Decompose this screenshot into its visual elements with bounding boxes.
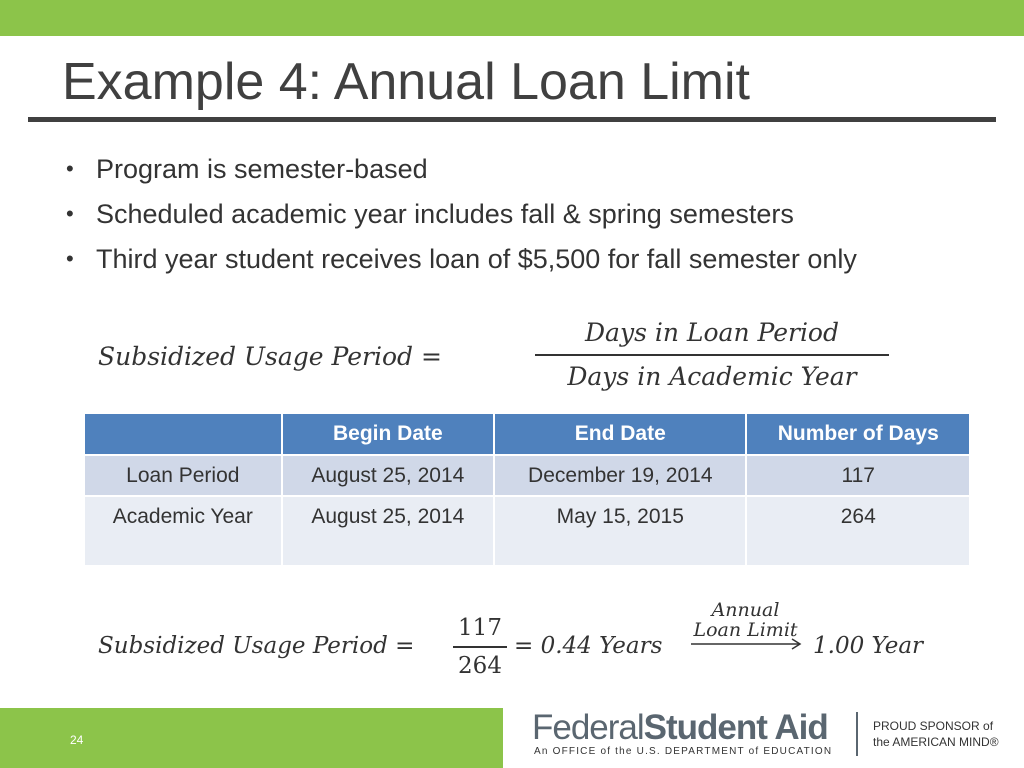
table-cell: 117 [746,455,970,496]
table-header-cell: End Date [494,413,746,455]
table-cell: Academic Year [84,496,282,566]
bullet-text: Program is semester-based [96,154,428,184]
table-cell: Loan Period [84,455,282,496]
sponsor-line: the AMERICAN MIND® [873,735,999,749]
formula-fraction [535,315,889,395]
top-accent-bar [0,0,1024,36]
arrow-label [688,600,803,640]
title-underline [28,117,996,122]
table-header-cell: Begin Date [282,413,494,455]
page-number: 24 [70,733,84,747]
bullet-list [66,152,946,287]
date-table [83,412,971,567]
table-cell: August 25, 2014 [282,496,494,566]
formula-denominator: Days in Academic Year [567,362,857,391]
table-header-cell [84,413,282,455]
formula-lhs: Subsidized Usage Period = [98,342,442,371]
bullet-text: Third year student receives loan of $5,500 for fall semester only [96,244,857,274]
calc-numerator: 117 [458,615,502,641]
bullet-dot-icon: • [66,246,74,271]
calc-denominator: 264 [458,653,502,679]
calc-result-years: = 0.44 Years [514,633,663,659]
calc-fraction [453,612,507,682]
sponsor-line: PROUD SPONSOR of [873,719,994,733]
bullet-item [66,197,946,231]
calc-lhs: Subsidized Usage Period = [98,633,415,659]
bullet-item [66,152,946,186]
bullet-dot-icon: • [66,156,74,181]
logo-text-federal: Federal [532,708,644,747]
formula-numerator: Days in Loan Period [585,318,839,347]
table-header-cell: Number of Days [746,413,970,455]
bullet-item [66,242,946,276]
table-row [84,455,970,496]
logo-divider [856,712,858,756]
logo-text-student-aid: Student Aid [643,708,828,747]
bullet-text: Scheduled academic year includes fall & spring semesters [96,199,794,229]
table-cell: August 25, 2014 [282,455,494,496]
logo-subtitle: An OFFICE of the U.S. DEPARTMENT of EDUCATION [534,746,833,757]
table-row [84,496,970,566]
sponsor-tagline [873,718,999,750]
slide-title: Example 4: Annual Loan Limit [62,53,750,111]
right-arrow-icon [691,638,803,650]
table-cell: December 19, 2014 [494,455,746,496]
logo-wordmark [532,708,828,748]
fraction-bar [535,354,889,356]
table-cell: May 15, 2015 [494,496,746,566]
bullet-dot-icon: • [66,201,74,226]
calc-final-result: 1.00 Year [813,633,924,659]
usage-period-calculation [98,600,938,690]
fraction-bar [453,646,507,648]
arrow-label-line: Annual [711,599,780,621]
table-cell: 264 [746,496,970,566]
table-header-row [84,413,970,455]
arrow-label-line: Loan Limit [693,619,798,641]
